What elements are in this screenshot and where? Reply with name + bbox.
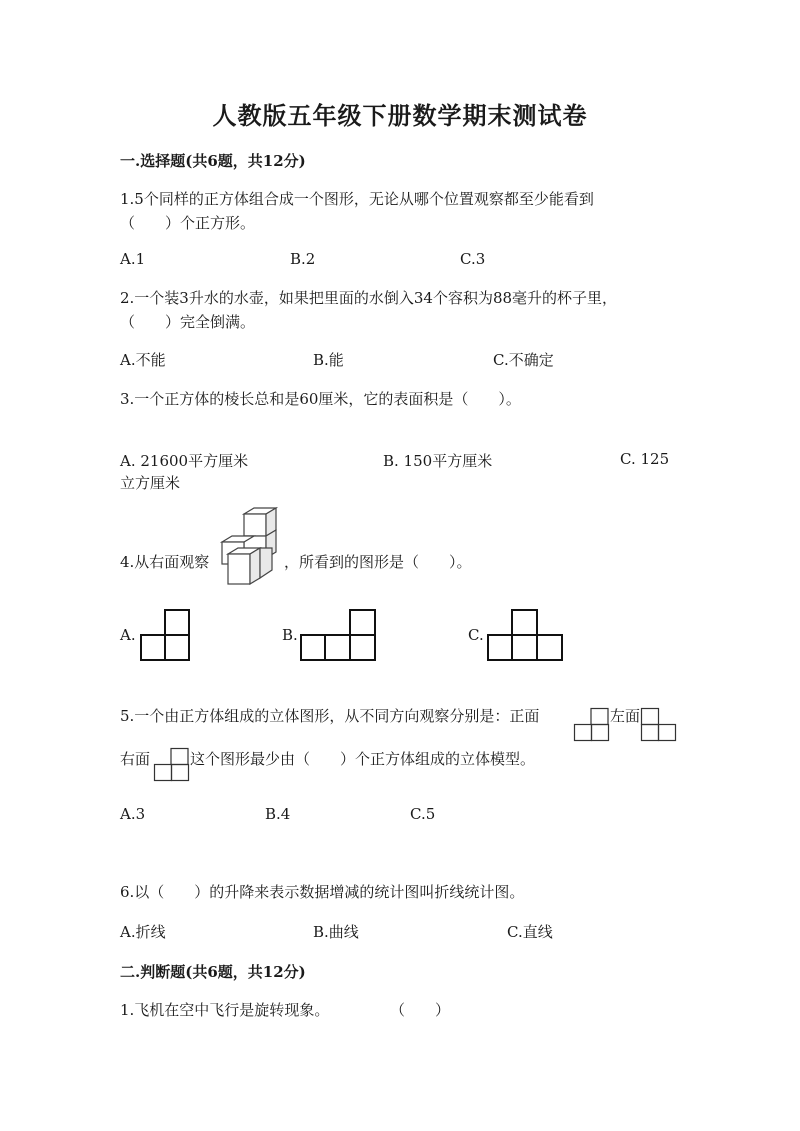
page-title: 人教版五年级下册数学期末测试卷: [212, 101, 588, 130]
question-1-option-b[interactable]: B.2: [290, 250, 316, 268]
question-5-left-view-label: 左面: [610, 707, 641, 725]
question-5-right-view-label: 右面: [120, 750, 151, 768]
question-3-option-c[interactable]: C. 125: [620, 450, 670, 468]
question-4-option-a-figure: [140, 609, 190, 661]
question-2-option-a[interactable]: A.不能: [120, 351, 166, 369]
question-2-text-cont: （ ）完全倒满。: [120, 313, 256, 331]
judgment-question-1-blank[interactable]: （ ）: [390, 1001, 451, 1019]
question-3-option-a[interactable]: A. 21600平方厘米: [120, 452, 249, 470]
section-heading-choice: 一.选择题(共6题，共12分): [120, 152, 306, 170]
question-6-option-c[interactable]: C.直线: [507, 923, 553, 941]
question-5-text-cont: 这个图形最少由（ ）个正方体组成的立体模型。: [190, 750, 536, 768]
question-2-option-b[interactable]: B.能: [313, 351, 344, 369]
question-6-text: 6.以（ ）的升降来表示数据增减的统计图叫折线统计图。: [120, 883, 525, 901]
left-view-figure: [641, 708, 679, 742]
question-6-option-b[interactable]: B.曲线: [313, 923, 359, 941]
question-6-option-a[interactable]: A.折线: [120, 923, 166, 941]
question-3-text: 3.一个正方体的棱长总和是60厘米，它的表面积是（ ）。: [120, 390, 521, 408]
cube-stack-figure: [218, 508, 280, 588]
question-2-option-c[interactable]: C.不确定: [493, 351, 554, 369]
question-4-text-cont: ，所看到的图形是（ ）。: [284, 553, 472, 571]
question-4-option-b[interactable]: B.: [282, 626, 298, 644]
question-1-text: 1.5个同样的正方体组合成一个图形，无论从哪个位置观察都至少能看到: [120, 190, 594, 208]
question-4-option-c-figure: [487, 609, 563, 661]
question-1-option-a[interactable]: A.1: [120, 250, 146, 268]
question-2-text: 2.一个装3升水的水壶，如果把里面的水倒入34个容积为88毫升的杯子里，: [120, 289, 618, 307]
question-4-option-b-figure: [300, 609, 376, 661]
question-1-text-cont: （ ）个正方形。: [120, 214, 256, 232]
question-3-option-b[interactable]: B. 150平方厘米: [383, 452, 493, 470]
question-4-text: 4.从右面观察: [120, 553, 210, 571]
question-3-option-c-wrap: 立方厘米: [120, 474, 181, 492]
front-view-figure: [574, 708, 610, 742]
question-5-option-c[interactable]: C.5: [410, 805, 436, 823]
question-5-text: 5.一个由正方体组成的立体图形，从不同方向观察分别是：正面: [120, 707, 540, 725]
question-5-option-a[interactable]: A.3: [120, 805, 146, 823]
question-1-option-c[interactable]: C.3: [460, 250, 486, 268]
question-4-option-c[interactable]: C.: [468, 626, 484, 644]
judgment-question-1-text: 1.飞机在空中飞行是旋转现象。: [120, 1001, 330, 1019]
question-4-option-a[interactable]: A.: [120, 626, 136, 644]
right-view-figure: [154, 748, 190, 782]
section-heading-judgment: 二.判断题(共6题，共12分): [120, 963, 306, 981]
question-5-option-b[interactable]: B.4: [265, 805, 291, 823]
